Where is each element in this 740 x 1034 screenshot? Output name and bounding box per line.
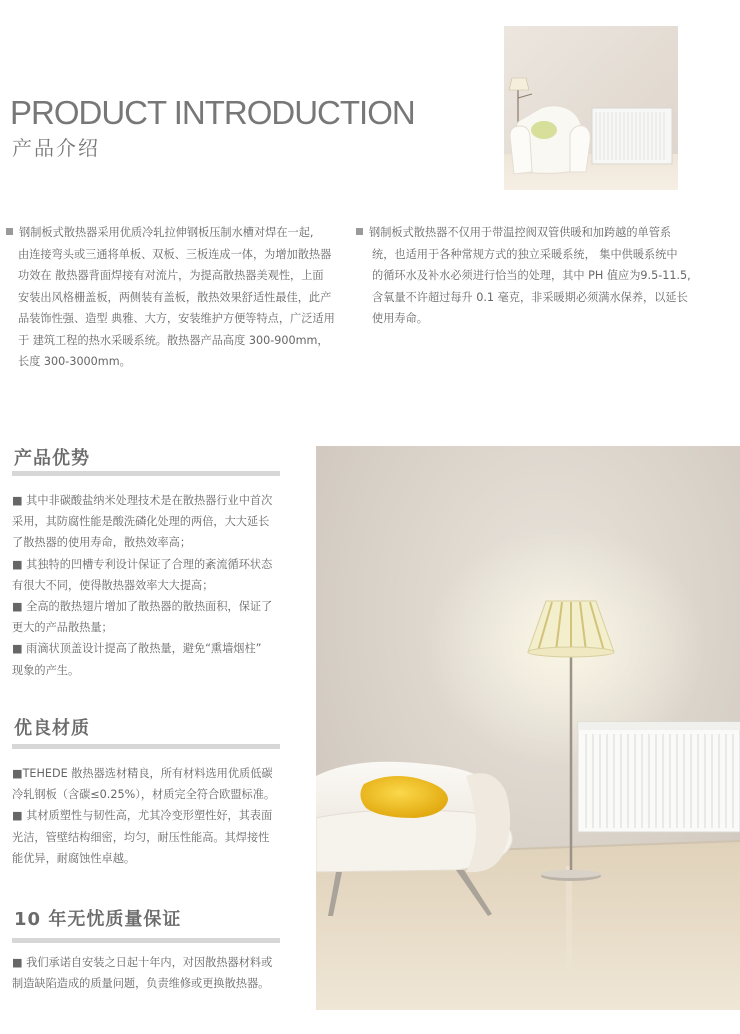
warranty-text: ■ 我们承诺自安装之日起十年内，对因散热器材料或 制造缺陷造成的质量问题，负责维修或更换散热器。 [12, 956, 273, 991]
section-divider [12, 744, 280, 749]
materials-text: ■TEHEDE 散热器选材精良，所有材料选用优质低碳 冷轧钢板（含碳≤0.25%），材质完全符合欧盟标准。 ■ 其材质塑性与韧性高，尤其冷变形塑性好，其表面 光洁，管壁结构细密，均匀，耐压性能高。其焊接性 能优异，耐腐蚀性卓越。 [12, 767, 276, 865]
square-bullet-icon [6, 228, 13, 235]
living-room-photo [316, 446, 740, 1010]
section-title-warranty: 10 年无忧质量保证 [14, 909, 182, 930]
section-title-materials: 优良材质 [14, 718, 90, 739]
page-title-en: PRODUCT INTRODUCTION [10, 94, 415, 131]
section-divider [12, 471, 280, 476]
square-bullet-icon [356, 228, 363, 235]
section-divider [12, 938, 280, 943]
intro-left-paragraph: 钢制板式散热器采用优质冷轧拉伸钢板压制水槽对焊在一起, 由连接弯头或三通将单板、双板、三板连成一体，为增加散热器 功效在 散热器背面焊接有对流片，为提高散热器美观性，上面 安装出风格栅盖板，两侧装有盖板，散热效果舒适性最佳，此产 品装饰性强、造型 典雅、大方，安装维护方便等特点，广泛适用 于 建筑工程的热水采暖系统。散热器产品高度 300-900mm， 长度 300-3000mm。 [6, 222, 336, 373]
section-title-advantages: 产品优势 [14, 448, 90, 469]
armchair-photo [504, 26, 678, 190]
intro-right-paragraph: 钢制板式散热器不仅用于带温控阀双管供暖和加跨越的单管系 统，也适用于各种常规方式的独立采暖系统， 集中供暖系统中 的循环水及补水必须进行恰当的处理，其中 PH 值应为9.5-11.5, 含氧量不许超过每升 0.1 毫克，非采暖期必须满水保养，以延长 使用寿命。 [356, 222, 696, 330]
page-title-cn: 产品介绍 [12, 136, 100, 160]
advantages-text: ■ 其中非碳酸盐纳米处理技术是在散热器行业中首次 采用，其防腐性能是酸洗磷化处理的两倍，大大延长 了散热器的使用寿命，散热效率高； ■ 其独特的凹槽专利设计保证了合理的紊流循环状态 有很大不同，使得散热器效率大大提高； ■ 全高的散热翅片增加了散热器的散热面积，保证了 更大的产品散热量； ■ 雨滴状顶盖设计提高了散热量，避免“熏墙烟柱” 现象的产生。 [12, 494, 273, 677]
